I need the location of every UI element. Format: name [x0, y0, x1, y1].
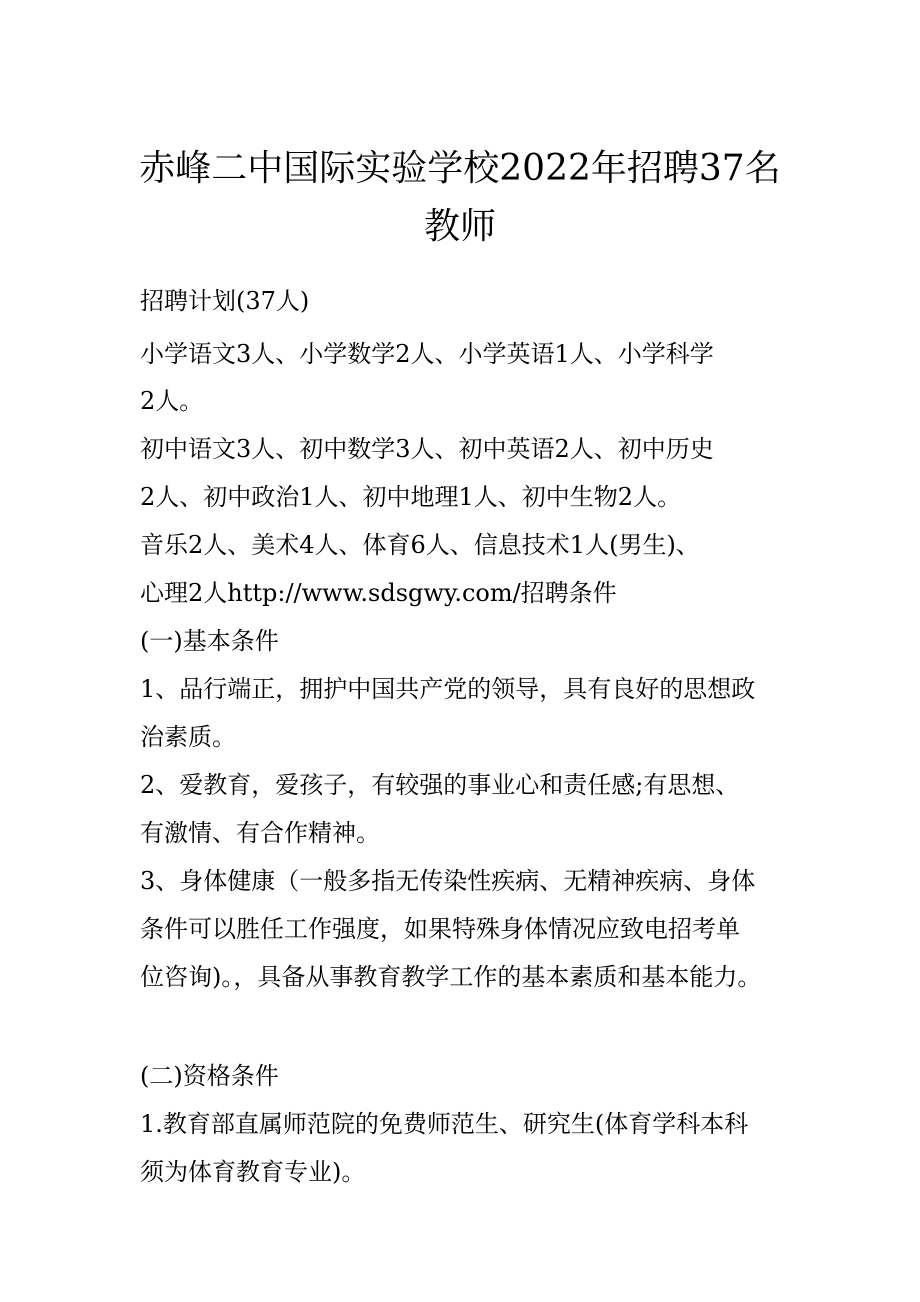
- paragraph-line: 音乐2人、美术4人、体育6人、信息技术1人(男生)、: [140, 531, 700, 559]
- paragraph-line: 有激情、有合作精神。: [140, 819, 380, 847]
- document-title-line-1: 赤峰二中国际实验学校2022年招聘37名: [139, 148, 781, 189]
- paragraph-line: 须为体育教育专业)。: [140, 1158, 366, 1186]
- document-title-line-2: 教师: [423, 206, 496, 247]
- paragraph-line: 2人、初中政治1人、初中地理1人、初中生物2人。: [140, 483, 682, 511]
- paragraph-line: 位咨询)。，具备从事教育教学工作的基本素质和基本能力。: [140, 963, 762, 991]
- paragraph-line: 1.教育部直属师范院的免费师范生、研究生(体育学科本科: [140, 1110, 749, 1138]
- paragraph-line: 条件可以胜任工作强度，如果特殊身体情况应致电招考单: [140, 915, 740, 943]
- paragraph-line: 1、品行端正，拥护中国共产党的领导，具有良好的思想政: [140, 675, 756, 703]
- paragraph-line: 小学语文3人、小学数学2人、小学英语1人、小学科学: [140, 340, 714, 368]
- section-heading-basic: (一)基本条件: [140, 627, 279, 655]
- paragraph-line: 2、爱教育，爱孩子，有较强的事业心和责任感;有思想、: [140, 771, 740, 799]
- section-heading-qualification: (二)资格条件: [140, 1062, 279, 1090]
- paragraph-line: 治素质。: [140, 723, 236, 751]
- section-heading-plan: 招聘计划(37人): [140, 287, 310, 315]
- paragraph-line: 2人。: [140, 387, 204, 415]
- paragraph-line: 心理2人http://www.sdsgwy.com/招聘条件: [140, 579, 617, 607]
- paragraph-line: 初中语文3人、初中数学3人、初中英语2人、初中历史: [140, 435, 714, 463]
- paragraph-line: 3、身体健康（一般多指无传染性疾病、无精神疾病、身体: [140, 867, 756, 895]
